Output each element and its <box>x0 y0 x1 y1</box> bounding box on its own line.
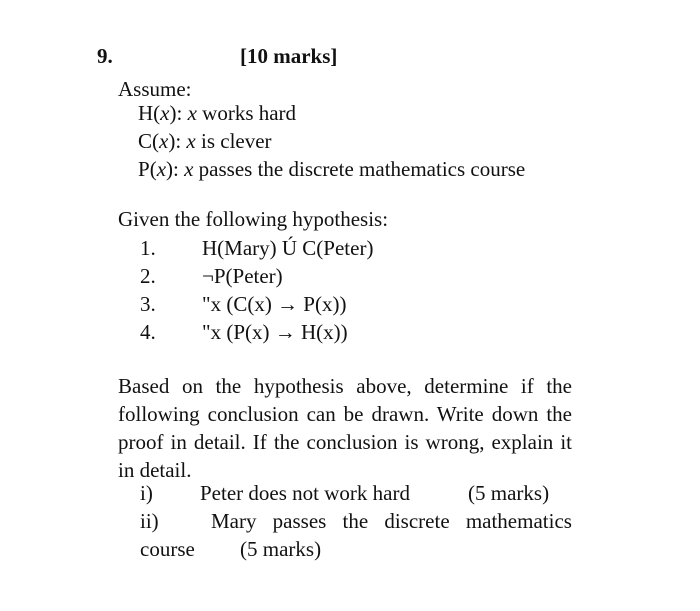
hypothesis-3-expression: "x (C(x) → P(x)) <box>202 292 347 316</box>
predicate-h-desc: works hard <box>202 101 297 125</box>
predicate-h-name: H <box>138 101 154 125</box>
hypothesis-1-expression: H(Mary) Ú C(Peter) <box>202 236 374 260</box>
predicate-c-desc: is clever <box>201 129 272 153</box>
predicate-p: P(x): x passes the discrete mathematics course <box>138 157 526 181</box>
conclusion-2-word: the <box>342 509 369 533</box>
assume-heading: Assume: <box>118 77 192 101</box>
conclusion-2-word: passes <box>272 509 327 533</box>
conclusion-2-word: discrete <box>384 509 450 533</box>
given-heading: Given the following hypothesis: <box>118 207 389 231</box>
hypothesis-1-number: 1. <box>140 236 156 260</box>
hypothesis-3-number: 3. <box>140 292 156 316</box>
conclusion-2-continuation: course <box>140 537 195 561</box>
predicate-c-name: C <box>138 129 153 153</box>
conclusion-1-text: Peter does not work hard <box>200 481 410 505</box>
predicate-h: H(x): x works hard <box>138 101 297 125</box>
question-number: 9. <box>97 44 113 68</box>
hypothesis-4-expression: "x (P(x) → H(x)) <box>202 320 348 344</box>
conclusion-1-marks: (5 marks) <box>468 481 550 505</box>
question-marks: [10 marks] <box>240 44 338 68</box>
conclusion-2-number: ii) <box>140 509 159 533</box>
hypothesis-2-number: 2. <box>140 264 156 288</box>
hypothesis-4-number: 4. <box>140 320 156 344</box>
conclusion-2-word: Mary <box>211 509 257 533</box>
predicate-c: C(x): x is clever <box>138 129 272 153</box>
conclusion-2-word: mathematics <box>465 509 572 533</box>
predicate-p-name: P <box>138 157 150 181</box>
predicate-p-desc: passes the discrete mathematics course <box>198 157 526 181</box>
hypothesis-2-expression: ¬P(Peter) <box>202 264 283 288</box>
conclusion-2-text <box>211 509 572 534</box>
conclusion-2-marks: (5 marks) <box>240 537 322 561</box>
conclusion-1-number: i) <box>140 481 153 505</box>
instruction-paragraph: Based on the hypothesis above, determine if the following conclusion can be drawn. Write down the proof in detail. If the conclusion is wrong, explain it in detail. <box>118 374 572 482</box>
